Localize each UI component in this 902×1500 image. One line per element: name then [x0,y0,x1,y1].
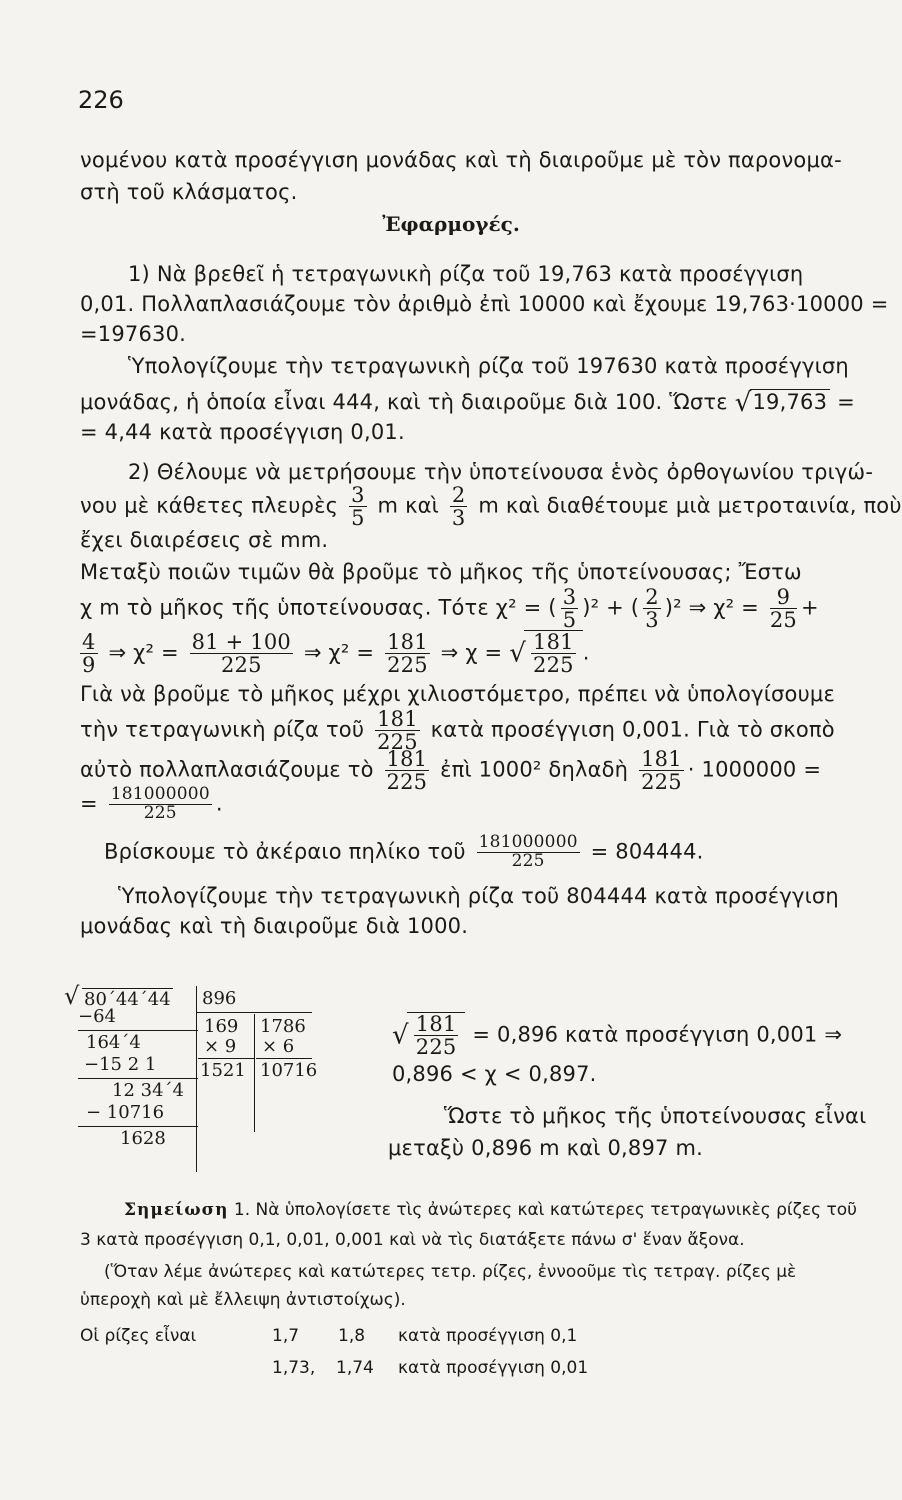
page-number: 226 [78,86,124,114]
text-span: νου μὲ κάθετες πλευρὲς [80,493,339,518]
fraction: $\frac{181}{225}$ [415,1012,457,1060]
calc-row: 1628 [120,1128,166,1149]
radicand: 19,763 [750,389,831,414]
text-span: ἐπὶ 1000² δηλαδὴ [440,757,629,782]
text-line: στὴ τοῦ κλάσματος. [80,180,298,204]
calc-rule [78,1078,198,1079]
sqrt-sign-icon: √ [64,982,80,1010]
text-line: Ὑπολογίζουμε τὴν τετραγωνικὴ ρίζα τοῦ 197630 κατὰ προσέγγιση [128,354,849,378]
note-line: ὑπεροχὴ καὶ μὲ ἔλλειψη ἀντιστοίχως). [80,1290,406,1310]
fraction: $\frac{181}{225}$ [377,707,418,755]
root-precision: κατὰ προσέγγιση 0,1 [398,1326,578,1346]
calc-row: 164´4 [86,1032,141,1053]
text-line [392,1012,842,1058]
fraction: $\frac{181}{225}$ [641,747,682,795]
text-line: μεταξὺ 0,896 m καὶ 0,897 m. [388,1136,703,1160]
text-span: = [837,390,855,414]
calc-row: 169 [204,1016,239,1037]
fraction: $\frac{3}{5}$ [351,483,365,531]
text-span: αὐτὸ πολλαπλασιάζουμε τὸ [80,757,374,782]
fraction: $\frac{181}{225}$ [386,747,428,795]
text-span: ⇒ χ² = [108,640,179,665]
text-span: ⇒ χ = [440,640,503,665]
text-span: m καὶ [377,493,439,518]
text-line: ἔχει διαιρέσεις σὲ mm. [80,528,329,552]
text-line: 0,896 < χ < 0,897. [392,1062,597,1086]
fraction: $\frac{181}{225}$ [533,630,574,678]
calc-row: 12 34´4 [112,1080,184,1101]
sqrt-sign-icon: √ [392,1020,409,1051]
text-line [80,708,835,753]
text-span: χ m τὸ μῆκος τῆς ὑποτείνουσας. Τότε χ² = ( [80,595,557,620]
calc-row: 10716 [260,1060,318,1081]
text-span: Οἱ ρίζες εἶναι [80,1326,197,1346]
fraction: $\frac{9}{25}$ [769,585,797,633]
calc-row: −15 2 1 [84,1054,157,1075]
text-span: ⇒ χ² = [303,640,375,665]
root-value: 1,74 [336,1358,374,1378]
calc-row: × 6 [262,1036,295,1057]
fraction: $\frac{181000000}{225}$ [110,784,210,823]
text-line [80,484,902,529]
calc-rule [196,1012,312,1013]
text-line: Ὑπολογίζουμε τὴν τετραγωνικὴ ρίζα τοῦ 804444 κατὰ προσέγγιση [118,884,839,908]
section-heading: Ἐφαρμογές. [382,212,520,236]
text-span: + [800,595,819,620]
text-line: 1) Νὰ βρεθεῖ ἡ τετραγωνικὴ ρίζα τοῦ 19,763 κατὰ προσέγγιση [128,262,804,286]
text-span: κατὰ προσέγγιση 0,001. Γιὰ τὸ σκοπὸ [430,717,835,742]
fraction: $\frac{2}{3}$ [645,585,659,633]
text-span: μονάδας, ἡ ὁποία εἶναι 444, καὶ τὴ διαιροῦμε διὰ 100. Ὥστε [80,390,728,414]
text-span: · 1000000 = [687,757,822,782]
text-line: μονάδας καὶ τὴ διαιροῦμε διὰ 1000. [80,914,469,938]
text-span: )² ⇒ χ² = [664,595,759,620]
note-line: 3 κατὰ προσέγγιση 0,1, 0,01, 0,001 καὶ νὰ τὶς διατάξετε πάνω σ' ἕναν ἄξονα. [80,1230,745,1250]
root-value: 1,73, [272,1358,316,1378]
fraction: $\frac{4}{9}$ [82,630,96,678]
calc-radicand: 80´44´44 [84,989,171,1010]
note-line [124,1200,857,1220]
calc-rule [78,1126,198,1127]
text-span: = 804444. [590,839,704,864]
calc-root: 896 [202,988,237,1009]
calc-row: − 10716 [86,1102,165,1123]
calc-rule [78,1030,198,1031]
fraction: $\frac{3}{5}$ [562,585,577,633]
text-span: Βρίσκουμε τὸ ἀκέραιο πηλίκο τοῦ [104,839,466,864]
text-line [80,388,855,418]
calc-row: 1521 [200,1060,246,1081]
text-line: = $\frac{181000000}{225}$ . [80,784,223,823]
text-line: 2) Θέλουμε νὰ μετρήσουμε τὴν ὑποτείνουσα ἑνὸς ὀρθογωνίου τριγώ- [128,460,874,484]
fraction: $\frac{2}{3}$ [451,483,466,531]
note-label: Σημείωση [124,1200,229,1220]
note-line: (Ὅταν λέμε ἀνώτερες καὶ κατώτερες τετρ. ρίζες, ἐννοοῦμε τὶς τετραγ. ρίζες μὲ [104,1262,797,1282]
radicand [407,1012,466,1058]
text-line: Γιὰ νὰ βροῦμε τὸ μῆκος μέχρι χιλιοστόμετρο, πρέπει νὰ ὑπολογίσουμε [80,682,836,706]
calc-row: × 9 [204,1036,237,1057]
radicand [524,630,583,676]
sqrt-sign-icon: √ [509,638,527,669]
fraction: $\frac{181}{225}$ [387,630,428,678]
text-span: = [80,791,98,816]
calc-rule [198,1058,254,1059]
text-line [104,834,704,871]
text-span: 1. Νὰ ὑπολογίσετε τὶς ἀνώτερες καὶ κατώτερες τετραγωνικὲς ρίζες τοῦ [233,1200,857,1220]
text-line: νομένου κατὰ προσέγγιση μονάδας καὶ τὴ διαιροῦμε μὲ τὸν παρονομα- [80,148,842,172]
calc-row: −64 [78,1006,116,1027]
text-line: Μεταξὺ ποιῶν τιμῶν θὰ βροῦμε τὸ μῆκος τῆς ὑποτείνουσας; Ἔστω [80,560,802,584]
root-precision: κατὰ προσέγγιση 0,01 [398,1358,589,1378]
calc-divider [254,1014,255,1132]
text-line: = 4,44 κατὰ προσέγγιση 0,01. [80,420,405,444]
fraction: $\frac{181000000}{225}$ [478,832,578,871]
text-line: =197630. [80,322,187,346]
calc-divider [196,986,197,1172]
text-span: )² + ( [582,595,640,620]
text-span: m καὶ διαθέτουμε μιὰ μετροταινία, ποὺ [478,493,902,518]
text-line: Ὥστε τὸ μῆκος τῆς ὑποτείνουσας εἶναι [444,1104,867,1128]
roots-row-1 [80,1326,196,1346]
sqrt-sign-icon: √ [734,388,752,418]
root-value: 1,8 [338,1326,366,1346]
text-span: τὴν τετραγωνικὴ ρίζα τοῦ [80,717,365,742]
text-span: = 0,896 κατὰ προσέγγιση 0,001 ⇒ [472,1022,843,1047]
text-line [80,586,819,631]
square-root-calculation [64,984,324,1174]
text-line: $\frac{4}{9}$ ⇒ χ² = $\frac{81 + 100}{225}$ ⇒ χ² = $\frac{181}{225}$ ⇒ χ = √ $\frac{181}{225}$ . [82,630,590,678]
calc-rule [256,1058,312,1059]
calc-row: 1786 [260,1016,306,1037]
text-line: 0,01. Πολλαπλασιάζουμε τὸν ἀριθμὸ ἐπὶ 10000 καὶ ἔχουμε 19,763·10000 = [80,292,889,316]
root-value: 1,7 [272,1326,300,1346]
fraction: $\frac{81 + 100}{225}$ [191,630,291,678]
